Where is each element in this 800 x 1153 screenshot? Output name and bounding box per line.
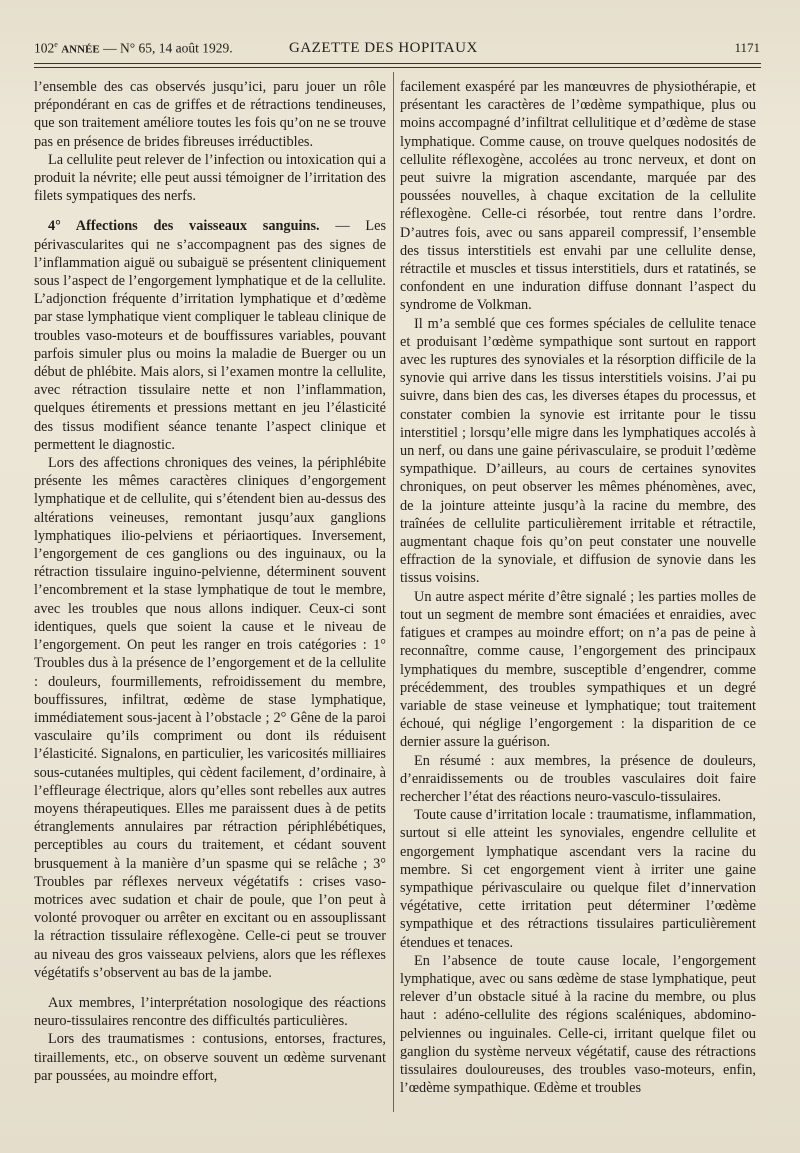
left-column xyxy=(34,78,386,1128)
right-column xyxy=(400,78,756,1128)
paragraph: La cellulite peut relever de l’infection ou intoxication qui a produit la névrite; elle peut aussi témoigner de l’irritation des filets sympatiques des nerfs. xyxy=(34,151,386,205)
journal-title: GAZETTE DES HOPITAUX xyxy=(289,40,478,56)
paragraph: Lors des affections chroniques des veines, la périphlébite présente les mêmes caractères cliniques d’engorgement lymphatique et de cellulite, qui s’étendent bien au-dessus des altérations veineuses, remontant jusqu’aux ganglions lymphatiques ilio-pelviens et périaortiques. Inversement, l’engorgement de ces ganglions ou des inguinaux, ou la rétraction tissulaire inguino-pelvienne, déterminent souvent l’encombrement et la stase lymphatique de tout le membre, avec les troubles que nous allons indiquer. Ceux-ci sont identiques, quels que soient la cause et le niveau de l’engorgement. On peut les ranger en trois catégories : 1° Troubles dus à la présence de l’engorgement et de la cellulite : douleurs, fourmillements, refroidissement du membre, bouffissures, infiltrat, œdème de stase lymphatique, immédiatement sous-jacent à l’obstacle ; 2° Gêne de la paroi vasculaire qu’ils compriment ou dont ils réduisent l’élasticité. Signalons, en particulier, les varicosités milliaires sous-cutanées multiples, qui cèdent facilement, d’ordinaire, à l’effleurage électrique, alors qu’elles sont rebelles aux autres moyens thérapeutiques. Elles me paraissent dues à de petits étranglements annulaires par rétraction périphlébétiques, perceptibles au cours du traitement, et cédant souvent brusquement à la manière d’un spasme qui se relâche ; 3° Troubles par réflexes nerveux végétatifs : crises vaso-motrices avec sudation et chair de poule, que l’on peut à volonté provoquer ou arrêter en excitant ou en assouplissant la rétraction tissulaire réflexogène. Celle-ci peut se trouver au niveau des gros vaisseaux pelviens, alors que les réflexes végétatifs s’observent au bas de la jambe. xyxy=(34,455,386,981)
header-rule-bottom xyxy=(34,67,761,68)
paragraph: l’ensemble des cas observés jusqu’ici, paru jouer un rôle prépondérant en cas de griffes et de rétractions tendineuses, que son traitement améliore toutes les fois qu’on ne se trouve pas en présence de brides fibreuses irréductibles. xyxy=(34,79,386,150)
header-rule-top xyxy=(34,63,761,64)
paragraph: En résumé : aux membres, la présence de douleurs, d’enraidissements ou de troubles vasculaires doit faire rechercher l’état des réactions neuro-vasculo-tissulaires. xyxy=(400,752,756,805)
issue-info: 102e ANNÉE — N° 65, 14 août 1929. xyxy=(34,40,233,56)
paragraph: En l’absence de toute cause locale, l’engorgement lymphatique, avec ou sans œdème de stase lymphatique, peut relever d’un obstacle situé à la racine du membre, ou plus haut : adéno-cellulite des régions scaléniques, abdomino-pelviennes ou inguinales. Celle-ci, irritant quelque filet ou ganglion du système nerveux végétatif, cause des rétractions tissulaires douloureuses, des troubles vaso-moteurs, enfin, l’œdème sympathique. Œdème et troubles xyxy=(400,952,756,1097)
paragraph: Toute cause d’irritation locale : traumatisme, inflammation, surtout si elle atteint les synoviales, engendre cellulite et engorgement lymphatique ascendant vers la racine du membre. Si cet engorgement vient à irriter une gaine sympathique périvasculaire ou quelque filet d’innervation végétative, cette irritation peut déterminer l’œdème sympathique et des rétractions tissulaires particulièrement étendues et tenaces. xyxy=(400,807,756,951)
paragraph: Lors des traumatismes : contusions, entorses, fractures, tiraillements, etc., on observe souvent un œdème survenant par poussées, au moindre effort, xyxy=(34,1031,386,1084)
section-paragraph: 4° Affections des vaisseaux sanguins. — Les périvascularites qui ne s’accompagnent pas des signes de l’inflammation aiguë ou subaiguë se présentent cliniquement sous l’aspect de l’engorgement lymphatique et de la cellulite. L’adjonction fréquente d’irritation lymphatique et d’œdème par stase lymphatique vient compliquer le tableau clinique de troubles vaso-moteurs et de bouffissures variables, pouvant parfois simuler plus ou moins la maladie de Buerger ou un début de phlébite. Mais alors, si l’examen montre la cellulite, avec rétraction tissulaire nette et non l’inflammation, quelques étirements et pressions mettant en jeu l’élasticité des tissus modifient séance tenante l’aspect clinique et permettent le diagnostic. xyxy=(34,218,387,453)
column-divider xyxy=(393,72,394,1112)
page-number: 1171 xyxy=(734,40,760,55)
paragraph: Il m’a semblé que ces formes spéciales de cellulite tenace et produisant l’œdème sympathique sont surtout en rapport avec les ruptures des synoviales et la résorption difficile de la synovie qui arrive dans les tissus interstitiels voisins. J’ai pu suivre, dans bien des cas, les diverses étapes du processus, et constater combien la synovie est irritante pour le tissu interstitiel ; lorsqu’elle migre dans les lymphatiques accolés à un nerf, ou dans une gaine périvasculaire, se produit l’œdème sympathique. D’ailleurs, au cours de certaines synovites chroniques, on peut observer les mêmes phénomènes, avec, de la jointure atteinte jusqu’à la racine du membre, des traînées de cellulite particulièrement irritable et rétractile, augmentant chaque fois qu’on peut constater une nouvelle effraction de la synoviale, et diffusion de synovie dans les tissus voisins. xyxy=(400,315,756,587)
paragraph: Un autre aspect mérite d’être signalé ; les parties molles de tout un segment de membre sont émaciées et enraidies, avec fatigues et crampes au moindre effort; on n’a pas de peine à reconnaître, comme cause, l’engorgement des principaux lymphatiques du membre, susceptible d’engendrer, comme précédemment, des troubles sympathiques et un degré variable de stase veineuse et lymphatique; tout traitement échoué, qui néglige l’engorgement : la disparition de ce dernier assure la guérison. xyxy=(400,588,756,751)
paragraph: Aux membres, l’interprétation nosologique des réactions neuro-tissulaires rencontre des difficultés particulières. xyxy=(34,994,386,1030)
paragraph: facilement exaspéré par les manœuvres de physiothérapie, et présentant les caractères de l’œdème sympathique, plus ou moins accompagné d’infiltrat cellulitique et d’œdème de stase lymphatique. Comme cause, on trouve quelques nodosités de cellulite réflexogène, accolées au tronc nerveux, et dont on peut suivre la migration ascendante, marquée par des poussées nouvelles, à chaque excitation de la cellulite réflexogène. Celle-ci résorbée, tout rentre dans l’ordre. D’autres fois, avec ou sans appareil compressif, l’ensemble des tissus interstitiels est envahi par une cellulite dense, rétractile et muscles et tissus interstitiels, durs et ratatinés, se confondent en une induration diffuse donnant l’aspect du syndrome de Volkman. xyxy=(400,79,756,314)
page-header xyxy=(34,40,760,62)
section-heading: 4° Affections des vaisseaux sanguins. xyxy=(48,218,320,235)
